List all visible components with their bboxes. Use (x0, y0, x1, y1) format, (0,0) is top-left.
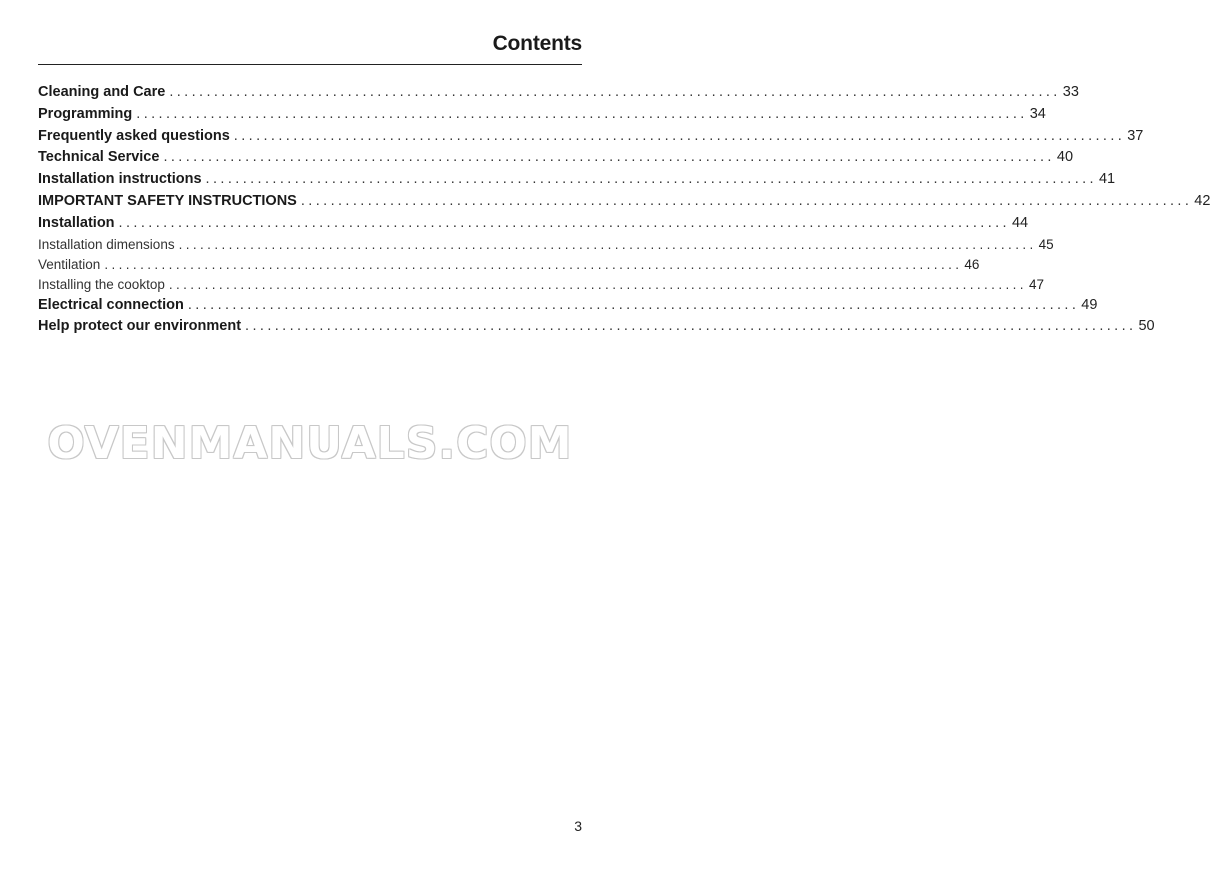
toc-leader-dots: ........................................................................................................................ (233, 127, 1126, 144)
toc-entry-label: Ventilation (38, 256, 101, 272)
toc-entry-page: 33 (1062, 84, 1079, 100)
toc-leader-dots: ........................................................................................................................ (104, 256, 963, 272)
watermark: OVENMANUALS.COM (47, 418, 573, 469)
toc-entry-label: IMPORTANT SAFETY INSTRUCTIONS (38, 192, 297, 209)
toc-leader-dots: ........................................................................................................................ (168, 276, 1027, 292)
toc-entry-label: Installation dimensions (38, 236, 175, 252)
toc-entry[interactable] (38, 105, 1046, 128)
toc-entry-page: 42 (1194, 192, 1210, 209)
toc-leader-dots: ........................................................................................................................ (169, 84, 1061, 100)
toc-subentry[interactable] (38, 276, 1044, 297)
toc-subentry[interactable] (38, 236, 1054, 257)
toc-entry-page: 37 (1127, 127, 1144, 144)
page-title: Contents (492, 32, 582, 55)
toc-entry[interactable] (38, 192, 1210, 215)
toc-entry-label: Installation instructions (38, 171, 202, 188)
page-number: 3 (574, 818, 582, 834)
toc-leader-dots: ........................................................................................................................ (118, 214, 1010, 231)
toc-leader-dots: ........................................................................................................................ (187, 296, 1080, 313)
table-of-contents (38, 84, 1210, 340)
toc-leader-dots: ........................................................................................................................ (245, 318, 1137, 335)
toc-entry-page: 44 (1011, 214, 1029, 231)
toc-entry-page: 50 (1138, 318, 1155, 335)
toc-entry[interactable] (38, 84, 1079, 106)
toc-leader-dots: ........................................................................................................................ (205, 171, 1097, 188)
toc-entry-label: Electrical connection (38, 296, 184, 313)
toc-entry-page: 46 (964, 256, 980, 272)
page-header (38, 0, 582, 65)
toc-entry[interactable] (38, 214, 1029, 237)
toc-entry-label: Installing the cooktop (38, 276, 165, 292)
toc-entry-label: Frequently asked questions (38, 127, 230, 144)
toc-entry-label: Installation (38, 214, 115, 231)
toc-leader-dots: ........................................................................................................................ (178, 236, 1037, 252)
toc-leader-dots: ........................................................................................................................ (163, 149, 1055, 166)
toc-leader-dots: ........................................................................................................................ (300, 192, 1193, 209)
toc-entry-label: Programming (38, 105, 133, 122)
toc-entry-label: Help protect our environment (38, 318, 242, 335)
toc-entry[interactable] (38, 318, 1155, 340)
toc-entry-label: Technical Service (38, 149, 160, 166)
toc-entry-page: 41 (1098, 171, 1116, 188)
toc-entry-page: 34 (1029, 105, 1046, 122)
toc-entry-page: 40 (1056, 149, 1074, 166)
toc-entry-label: Cleaning and Care (38, 84, 166, 100)
toc-entry[interactable] (38, 127, 1144, 150)
toc-leader-dots: ........................................................................................................................ (136, 105, 1028, 122)
toc-entry-page: 45 (1038, 236, 1054, 252)
toc-subentry[interactable] (38, 256, 980, 277)
toc-entry[interactable] (38, 149, 1074, 171)
toc-entry[interactable] (38, 296, 1098, 319)
toc-entry-page: 47 (1028, 276, 1044, 292)
toc-entry-page: 49 (1081, 296, 1098, 313)
toc-entry[interactable] (38, 171, 1116, 193)
